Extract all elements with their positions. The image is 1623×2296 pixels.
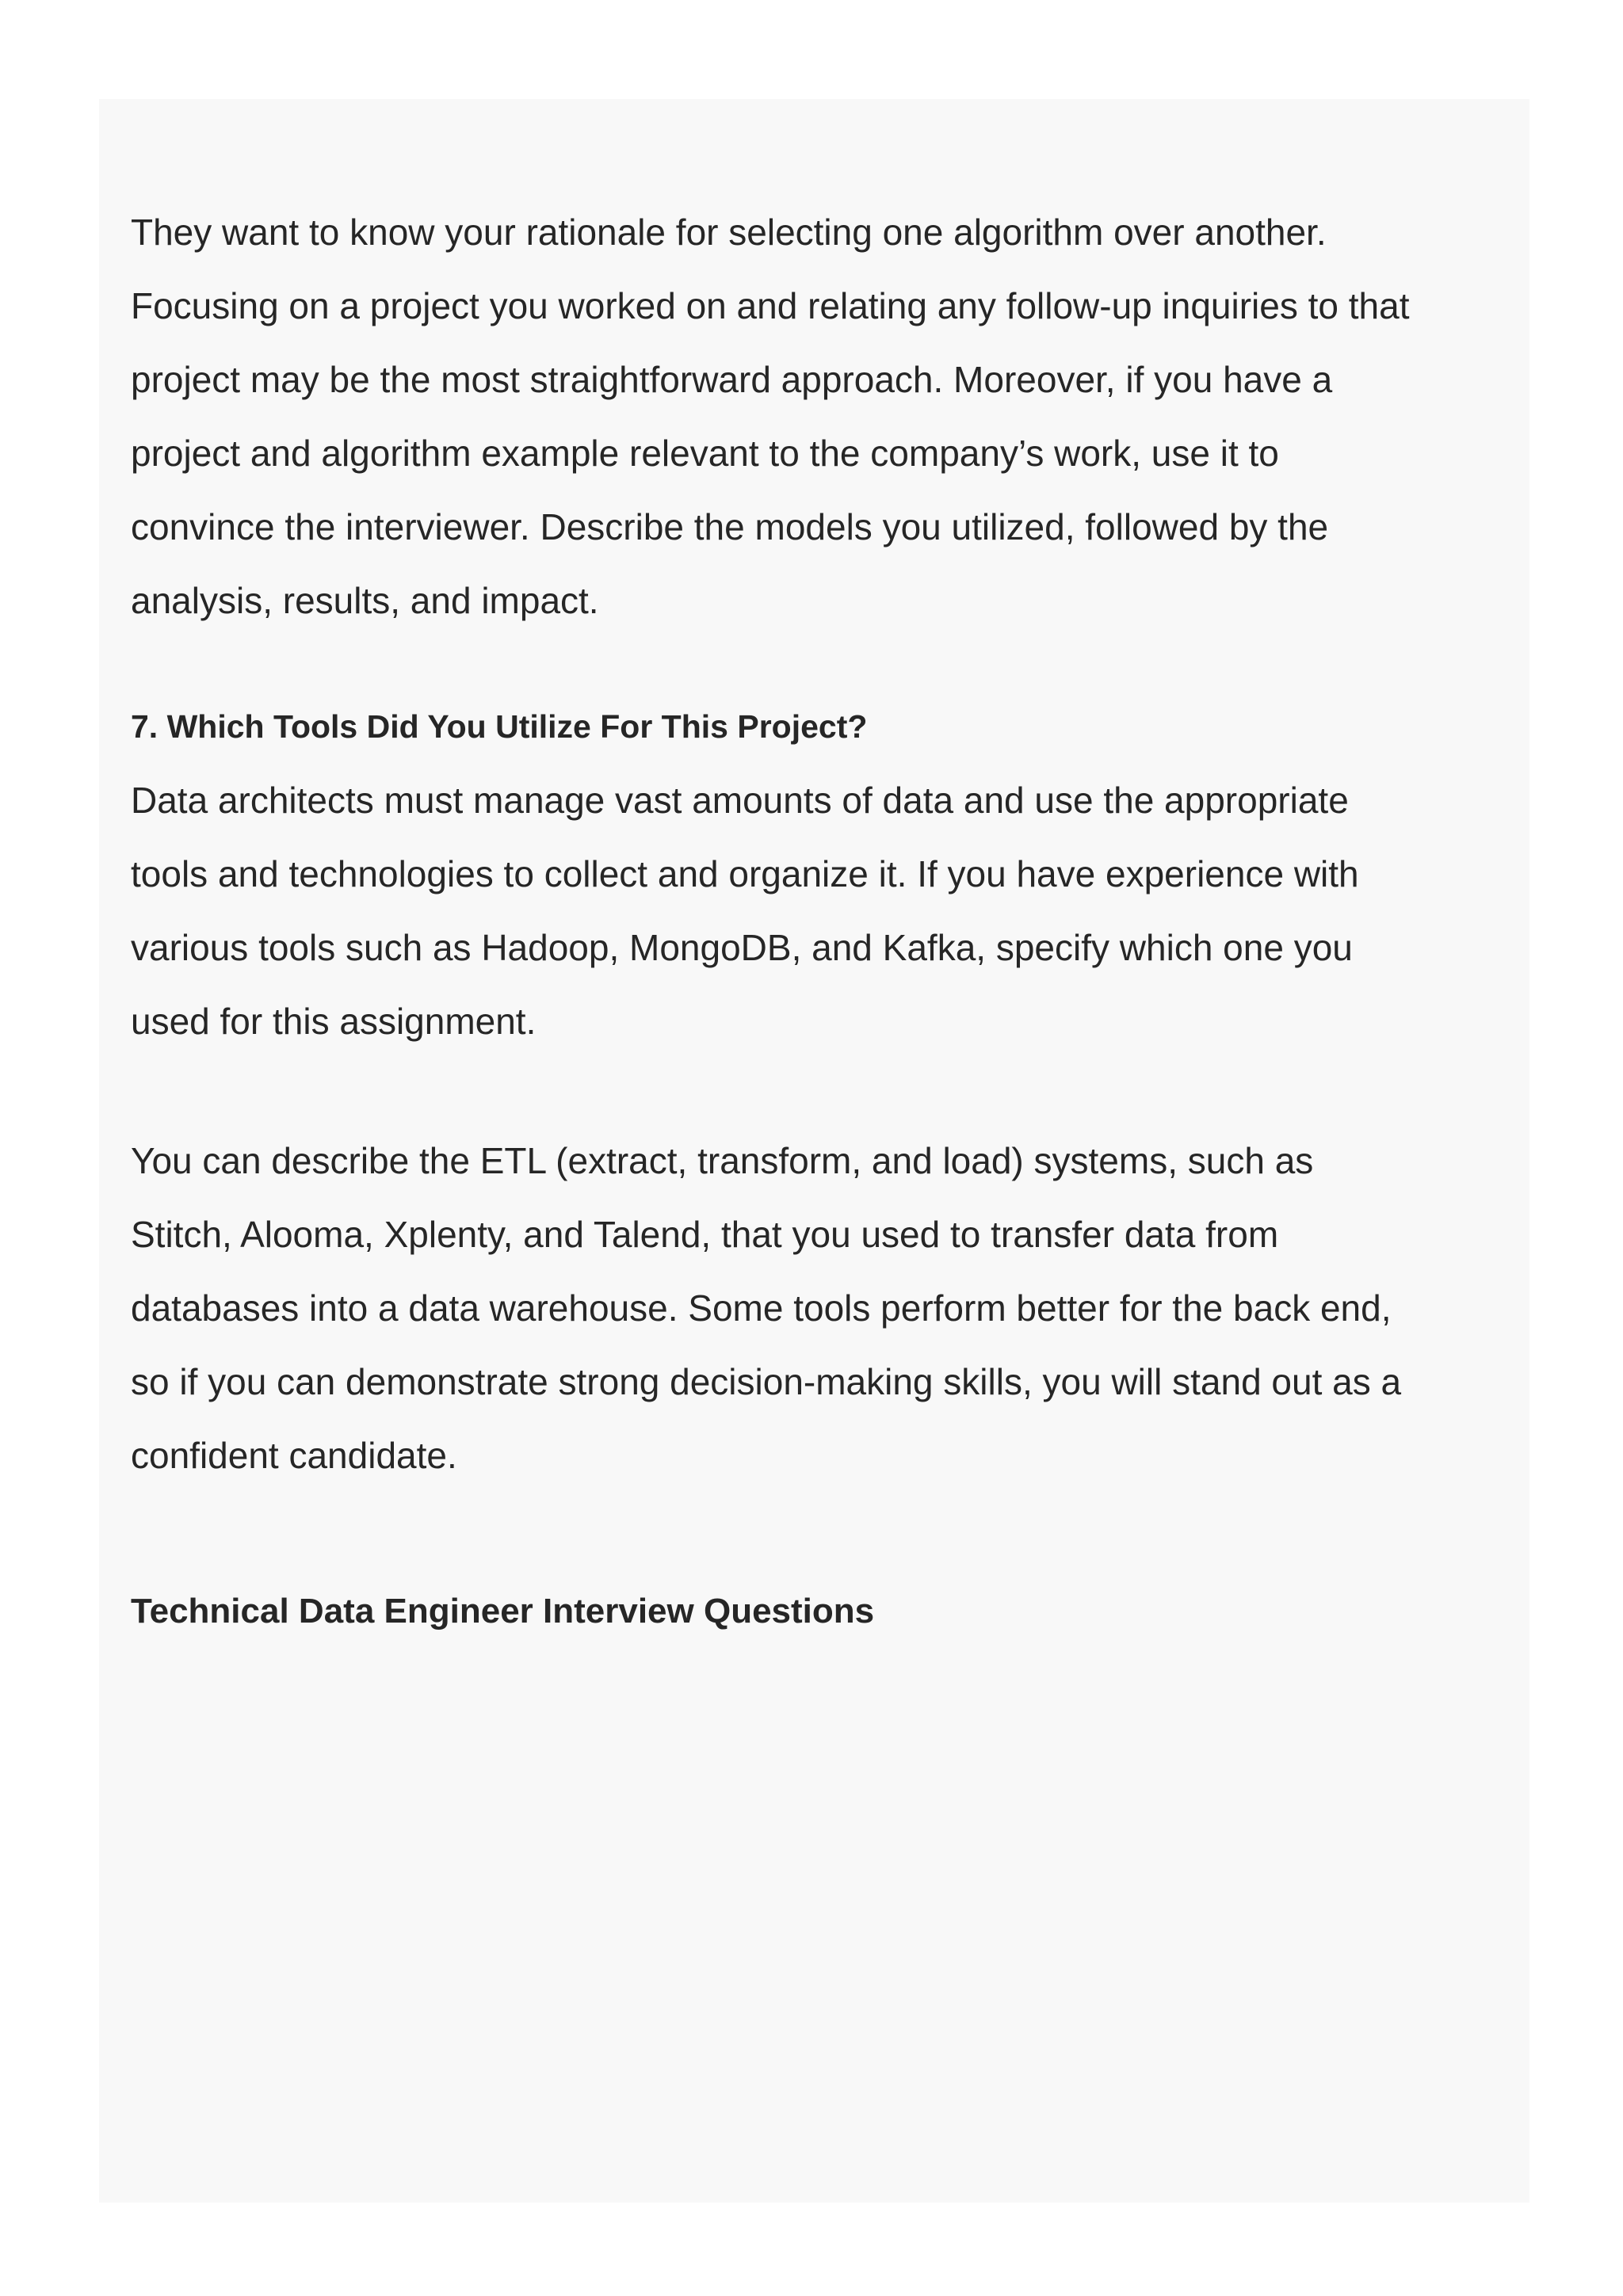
paragraph-line: databases into a data warehouse. Some tools perform better for the back end,: [131, 1287, 1392, 1329]
paragraph-line: project and algorithm example relevant to the company’s work, use it to: [131, 433, 1279, 474]
paragraph-line: tools and technologies to collect and organize it. If you have experience with: [131, 853, 1359, 894]
paragraph-line: convince the interviewer. Describe the models you utilized, followed by the: [131, 506, 1329, 547]
document-page-panel: [99, 99, 1529, 2203]
paragraph-etl-systems: [131, 1124, 1510, 1493]
paragraph-line: Focusing on a project you worked on and relating any follow-up inquiries to that: [131, 285, 1410, 326]
paragraph-data-architect-tools: [131, 764, 1510, 1058]
paragraph-algorithm-rationale: [131, 196, 1510, 638]
paragraph-line: Data architects must manage vast amounts of data and use the appropriate: [131, 780, 1349, 821]
paragraph-line: used for this assignment.: [131, 1001, 537, 1042]
paragraph-line: confident candidate.: [131, 1435, 457, 1476]
paragraph-line: Stitch, Alooma, Xplenty, and Talend, that you used to transfer data from: [131, 1214, 1279, 1255]
paragraph-line: various tools such as Hadoop, MongoDB, and Kafka, specify which one you: [131, 927, 1353, 968]
paragraph-line: project may be the most straightforward approach. Moreover, if you have a: [131, 359, 1333, 400]
paragraph-line: You can describe the ETL (extract, transform, and load) systems, such as: [131, 1140, 1314, 1181]
question-7-heading: 7. Which Tools Did You Utilize For This Project?: [131, 708, 868, 745]
paragraph-line: analysis, results, and impact.: [131, 580, 599, 621]
paragraph-line: so if you can demonstrate strong decision-making skills, you will stand out as a: [131, 1361, 1402, 1402]
paragraph-line: They want to know your rationale for selecting one algorithm over another.: [131, 212, 1327, 253]
section-heading-technical-questions: Technical Data Engineer Interview Questions: [131, 1592, 875, 1630]
